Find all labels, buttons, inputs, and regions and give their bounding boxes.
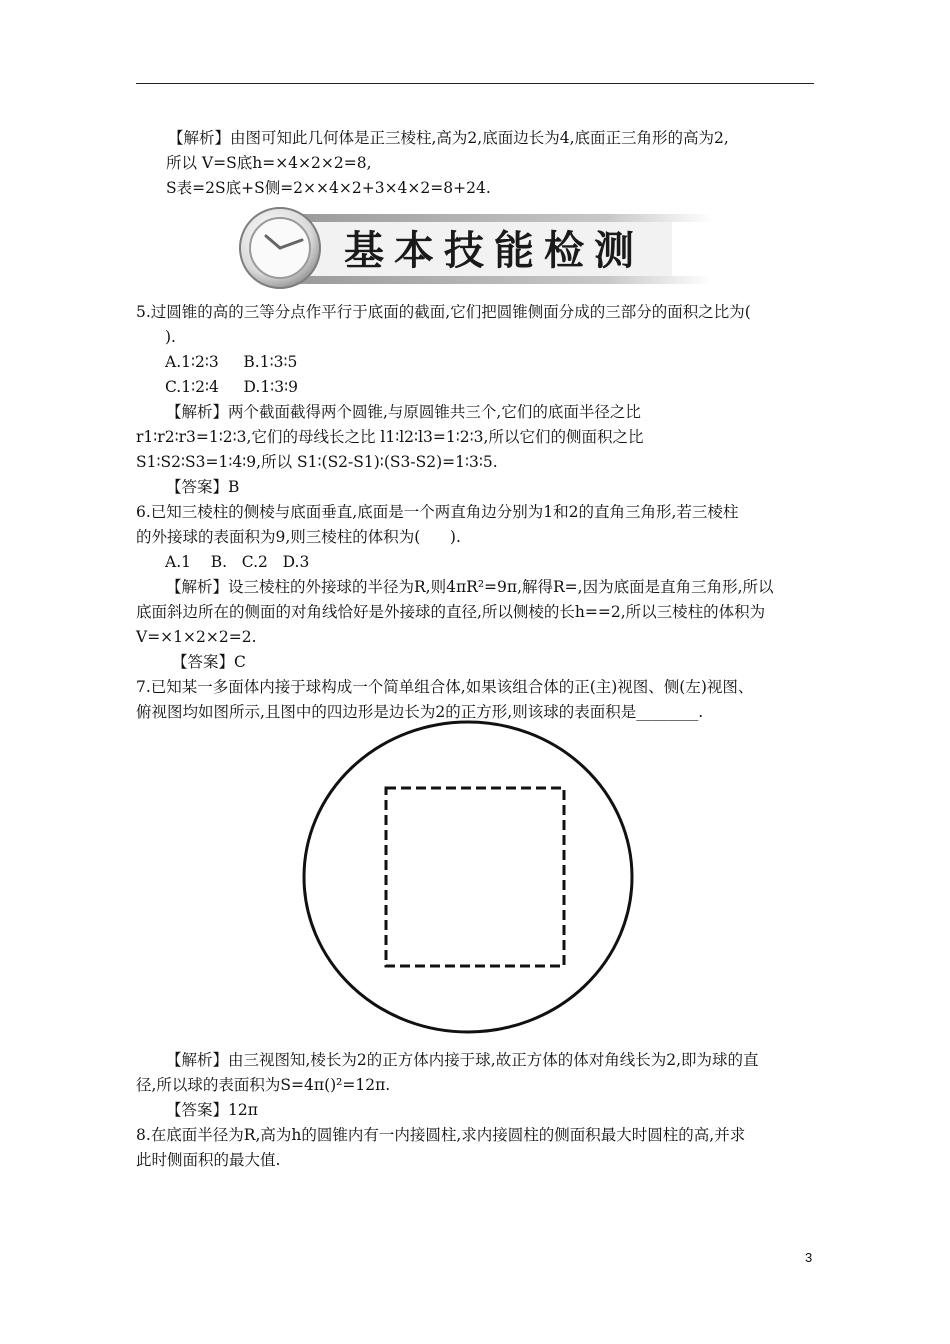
sphere-outline: [304, 722, 632, 1032]
q8-stem-line1: 8.在底面半径为R,高为h的圆锥内有一内接圆柱,求内接圆柱的侧面积最大时圆柱的高,并求: [136, 1126, 746, 1144]
q5-answer: 【答案】B: [166, 478, 240, 496]
q5-options-line1: A.1∶2∶3 B.1∶3∶5: [165, 353, 298, 371]
q6-options: A.1 B. C.2 D.3: [165, 553, 310, 571]
page-number: 3: [805, 1250, 813, 1265]
q6-analysis-line1: 【解析】设三棱柱的外接球的半径为R,则4πR²=9π,解得R=,因为底面是直角三角形,所以: [166, 578, 774, 596]
q7-stem-line2: 俯视图均如图所示,且图中的四边形是边长为2的正方形,则该球的表面积是________.: [136, 703, 704, 721]
q8-stem-line2: 此时侧面积的最大值.: [136, 1151, 281, 1169]
q6-answer: 【答案】C: [172, 653, 246, 671]
q5-stem-line2: ).: [165, 328, 176, 346]
q7-analysis-line1: 【解析】由三视图知,棱长为2的正方体内接于球,故正方体的体对角线长为2,即为球的直: [166, 1051, 759, 1069]
clock-icon: [240, 208, 320, 288]
three-view-figure: [300, 718, 636, 1036]
q5-analysis-line1: 【解析】两个截面截得两个圆锥,与原圆锥共三个,它们的底面半径之比: [166, 403, 641, 421]
q7-stem-line1: 7.已知某一多面体内接于球构成一个简单组合体,如果该组合体的正(主)视图、侧(左)视图、: [136, 678, 754, 696]
q5-stem-line1: 5.过圆锥的高的三等分点作平行于底面的截面,它们把圆锥侧面分成的三部分的面积之比为(: [136, 303, 751, 321]
banner-title: 基本技能检测: [344, 228, 644, 274]
q5-options-line2: C.1∶2∶4 D.1∶3∶9: [165, 378, 298, 396]
q6-analysis-line2: 底面斜边所在的侧面的对角线恰好是外接球的直径,所以侧棱的长h==2,所以三棱柱的体积为: [136, 603, 766, 621]
q7-analysis-line2: 径,所以球的表面积为S=4π()²=12π.: [136, 1076, 391, 1094]
analysis-1-line1: 【解析】由图可知此几何体是正三棱柱,高为2,底面边长为4,底面正三角形的高为2,: [168, 129, 729, 147]
q6-stem-line1: 6.已知三棱柱的侧棱与底面垂直,底面是一个两直角边分别为1和2的直角三角形,若三棱柱: [136, 503, 739, 521]
q7-answer: 【答案】12π: [166, 1101, 258, 1119]
header-rule: [136, 83, 814, 84]
q5-analysis-line2: r1∶r2∶r3=1∶2∶3,它们的母线长之比 l1∶l2∶l3=1∶2∶3,所以它们的侧面积之比: [136, 428, 644, 446]
q5-analysis-line3: S1∶S2∶S3=1∶4∶9,所以 S1∶(S2-S1)∶(S3-S2)=1∶3∶5.: [136, 453, 498, 471]
analysis-1-line3: S表=2S底+S侧=2××4×2+3×4×2=8+24.: [166, 179, 491, 197]
analysis-1-line2: 所以 V=S底h=×4×2×2=8,: [166, 154, 372, 172]
q6-stem-line2: 的外接球的表面积为9,则三棱柱的体积为( ).: [136, 528, 461, 546]
section-banner: [232, 206, 712, 290]
dashed-square: [386, 788, 564, 966]
q6-analysis-line3: V=×1×2×2=2.: [136, 628, 257, 646]
